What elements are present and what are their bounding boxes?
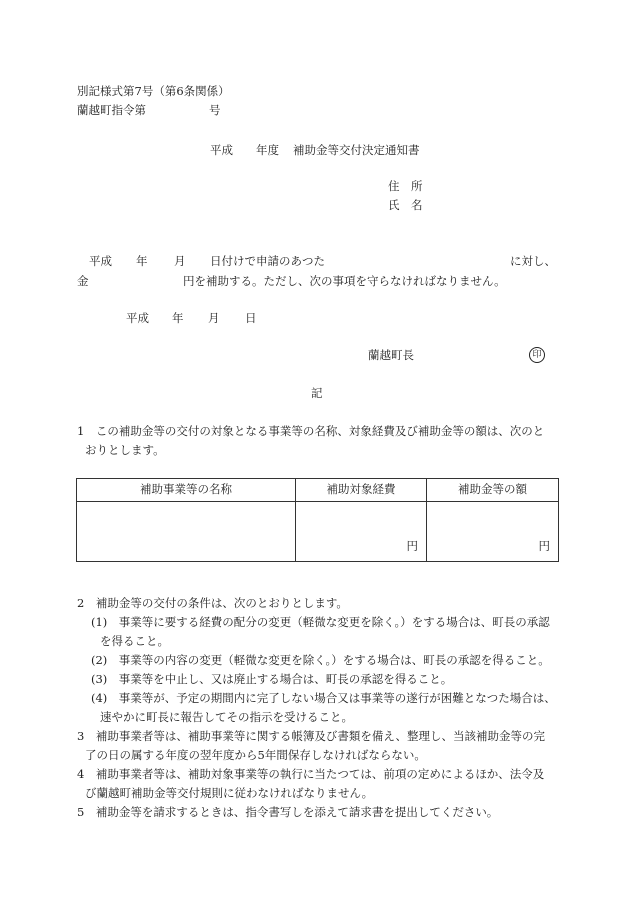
application-suffix: に対し、 bbox=[510, 254, 556, 268]
table-row bbox=[77, 502, 559, 562]
directive-number-suffix: 号 bbox=[209, 103, 221, 117]
cell-subsidy-amount-unit: 円 bbox=[427, 502, 559, 562]
item4-line1: 4 補助事業者等は、補助対象事業等の執行に当たつては、前項の定めによるほか、法令及 bbox=[77, 767, 545, 781]
item2-sub1-line1: (1) 事業等に要する経費の配分の変更（軽微な変更を除く。）をする場合は、町長の承認 bbox=[91, 615, 550, 629]
cell-project-name bbox=[77, 502, 296, 562]
application-year: 年 bbox=[136, 254, 148, 268]
item3-line2: 了の日の属する年度の翌年度から5年間保存しなければならない。 bbox=[85, 748, 426, 762]
issue-year: 年 bbox=[172, 311, 184, 325]
table-header-row bbox=[77, 479, 559, 502]
issue-era: 平成 bbox=[126, 311, 149, 325]
item2-sub2: (2) 事業等の内容の変更（軽微な変更を除く。）をする場合は、町長の承認を得ること。 bbox=[91, 653, 550, 667]
money-label: 金 bbox=[77, 274, 89, 288]
subsidy-table bbox=[76, 478, 559, 562]
issue-month: 月 bbox=[208, 311, 220, 325]
issuer-name: 蘭越町長 bbox=[368, 348, 414, 362]
item1-line1: 1 この補助金等の交付の対象となる事業等の名称、対象経費及び補助金等の額は、次のと bbox=[77, 424, 545, 438]
header-subsidy-amount: 補助金等の額 bbox=[427, 479, 559, 502]
ki-heading: 記 bbox=[311, 386, 323, 400]
cell-target-cost-unit: 円 bbox=[296, 502, 427, 562]
application-era: 平成 bbox=[89, 254, 112, 268]
header-target-cost: 補助対象経費 bbox=[296, 479, 427, 502]
title-era: 平成 bbox=[210, 143, 233, 157]
seal-mark: 印 bbox=[529, 347, 545, 363]
address-label: 住 所 bbox=[388, 179, 423, 193]
application-month: 月 bbox=[174, 254, 186, 268]
item1-line2: おりとします。 bbox=[85, 443, 165, 457]
item5-line1: 5 補助金等を請求するときは、指令書写しを添えて請求書を提出してください。 bbox=[77, 805, 499, 819]
issue-day: 日 bbox=[245, 311, 257, 325]
item2-sub3: (3) 事業等を中止し、又は廃止する場合は、町長の承認を得ること。 bbox=[91, 672, 453, 686]
item2-sub1-line2: を得ること。 bbox=[100, 634, 169, 648]
item4-line2: び蘭越町補助金等交付規則に従わなければなりません。 bbox=[85, 786, 374, 800]
form-number-label: 別記様式第7号（第6条関係） bbox=[77, 84, 230, 98]
document-title: 補助金等交付決定通知書 bbox=[293, 143, 420, 157]
name-label: 氏 名 bbox=[388, 198, 423, 212]
item3-line1: 3 補助事業者等は、補助事業等に関する帳簿及び書類を備え、整理し、当該補助金等の完 bbox=[77, 729, 546, 743]
application-day-phrase: 日付けで申請のあつた bbox=[210, 254, 325, 268]
money-phrase: 円を補助する。ただし、次の事項を守らなければなりません。 bbox=[183, 274, 506, 288]
item2-sub4-line1: (4) 事業等が、予定の期間内に完了しない場合又は事業等の遂行が困難となつた場合は、 bbox=[91, 691, 556, 705]
item2-heading: 2 補助金等の交付の条件は、次のとおりとします。 bbox=[77, 596, 348, 610]
directive-number-prefix: 蘭越町指令第 bbox=[77, 103, 146, 117]
item2-sub4-line2: 速やかに町長に報告してその指示を受けること。 bbox=[100, 710, 353, 724]
title-year-unit: 年度 bbox=[256, 143, 279, 157]
header-project-name: 補助事業等の名称 bbox=[77, 479, 296, 502]
